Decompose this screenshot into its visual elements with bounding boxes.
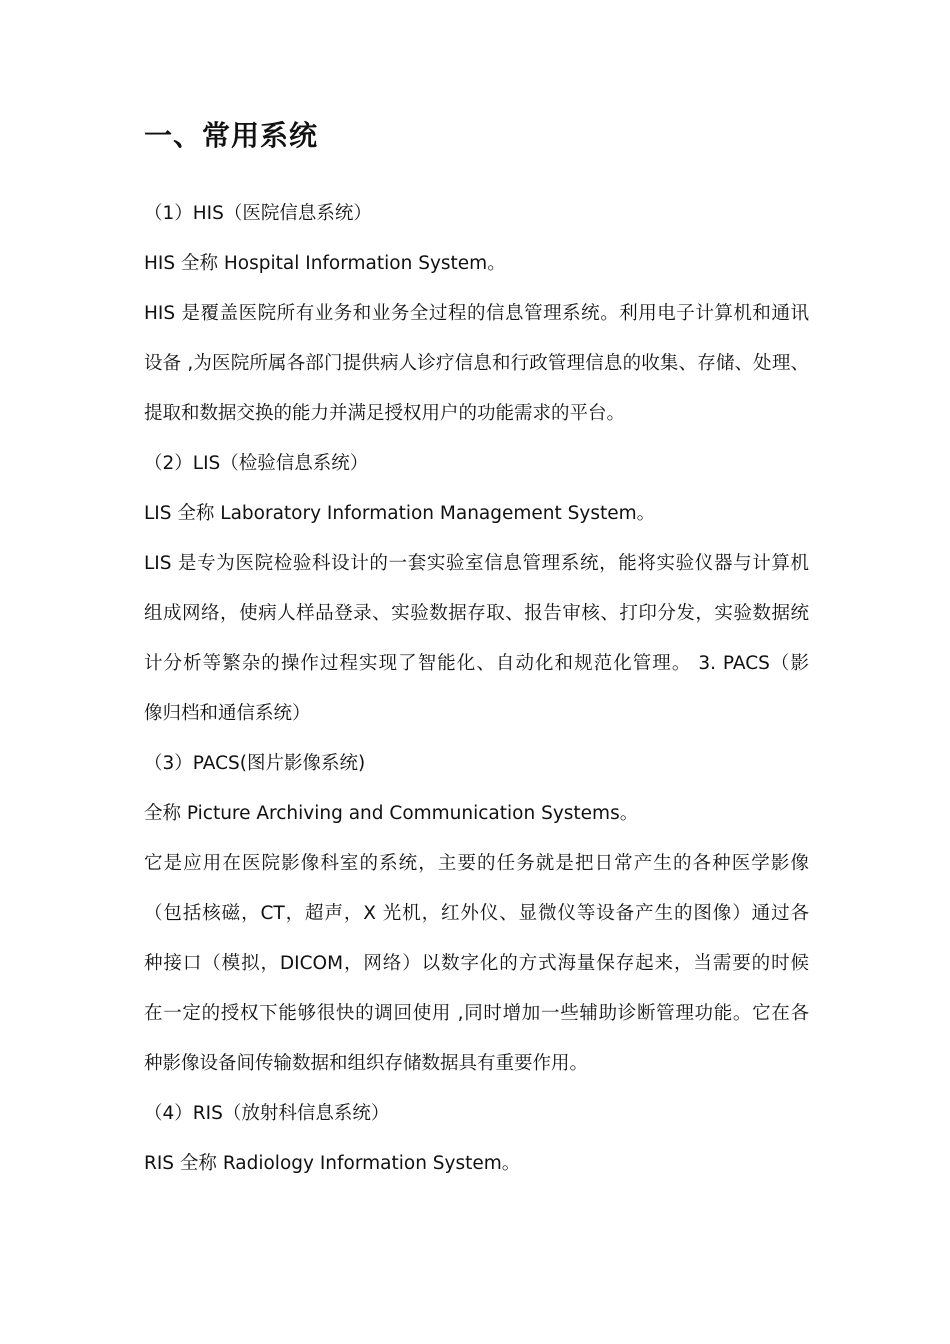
his-description-line: 提取和数据交换的能力并满足授权用户的功能需求的平台。 [144, 403, 626, 424]
subsection-title-ris: （4）RIS（放射科信息系统） [144, 1103, 390, 1124]
pacs-description-line: 种影像设备间传输数据和组织存储数据具有重要作用。 [144, 1053, 589, 1074]
subsection-title-lis: （2）LIS（检验信息系统） [144, 453, 369, 474]
document-body [144, 189, 809, 1189]
lis-full-name: LIS 全称 Laboratory Information Management System。 [144, 503, 656, 524]
his-description-line: 设备 ,为医院所属各部门提供病人诊疗信息和行政管理信息的收集、存储、处理、 [144, 353, 809, 374]
his-description-line: HIS 是覆盖医院所有业务和业务全过程的信息管理系统。利用电子计算机和通讯 [144, 303, 809, 324]
lis-description-line: 像归档和通信系统） [144, 703, 311, 724]
pacs-description-line: （包括核磁，CT，超声，X 光机，红外仪、显微仪等设备产生的图像）通过各 [144, 903, 809, 924]
subsection-title-his: （1）HIS（医院信息系统） [144, 203, 372, 224]
ris-full-name: RIS 全称 Radiology Information System。 [144, 1153, 521, 1174]
subsection-title-pacs: （3）PACS(图片影像系统) [144, 753, 366, 774]
section-heading: 一、常用系统 [144, 119, 319, 152]
lis-description-line: 组成网络，使病人样品登录、实验数据存取、报告审核、打印分发，实验数据统 [144, 603, 809, 624]
pacs-description-line: 种接口（模拟，DICOM，网络）以数字化的方式海量保存起来，当需要的时候 [144, 953, 809, 974]
lis-description-line: LIS 是专为医院检验科设计的一套实验室信息管理系统，能将实验仪器与计算机 [144, 553, 809, 574]
pacs-full-name: 全称 Picture Archiving and Communication Systems。 [144, 803, 639, 824]
lis-description-line: 计分析等繁杂的操作过程实现了智能化、自动化和规范化管理。 3. PACS（影 [144, 653, 809, 674]
his-full-name: HIS 全称 Hospital Information System。 [144, 253, 506, 274]
pacs-description-line: 它是应用在医院影像科室的系统，主要的任务就是把日常产生的各种医学影像 [144, 853, 809, 874]
pacs-description-line: 在一定的授权下能够很快的调回使用 ,同时增加一些辅助诊断管理功能。它在各 [144, 1003, 809, 1024]
